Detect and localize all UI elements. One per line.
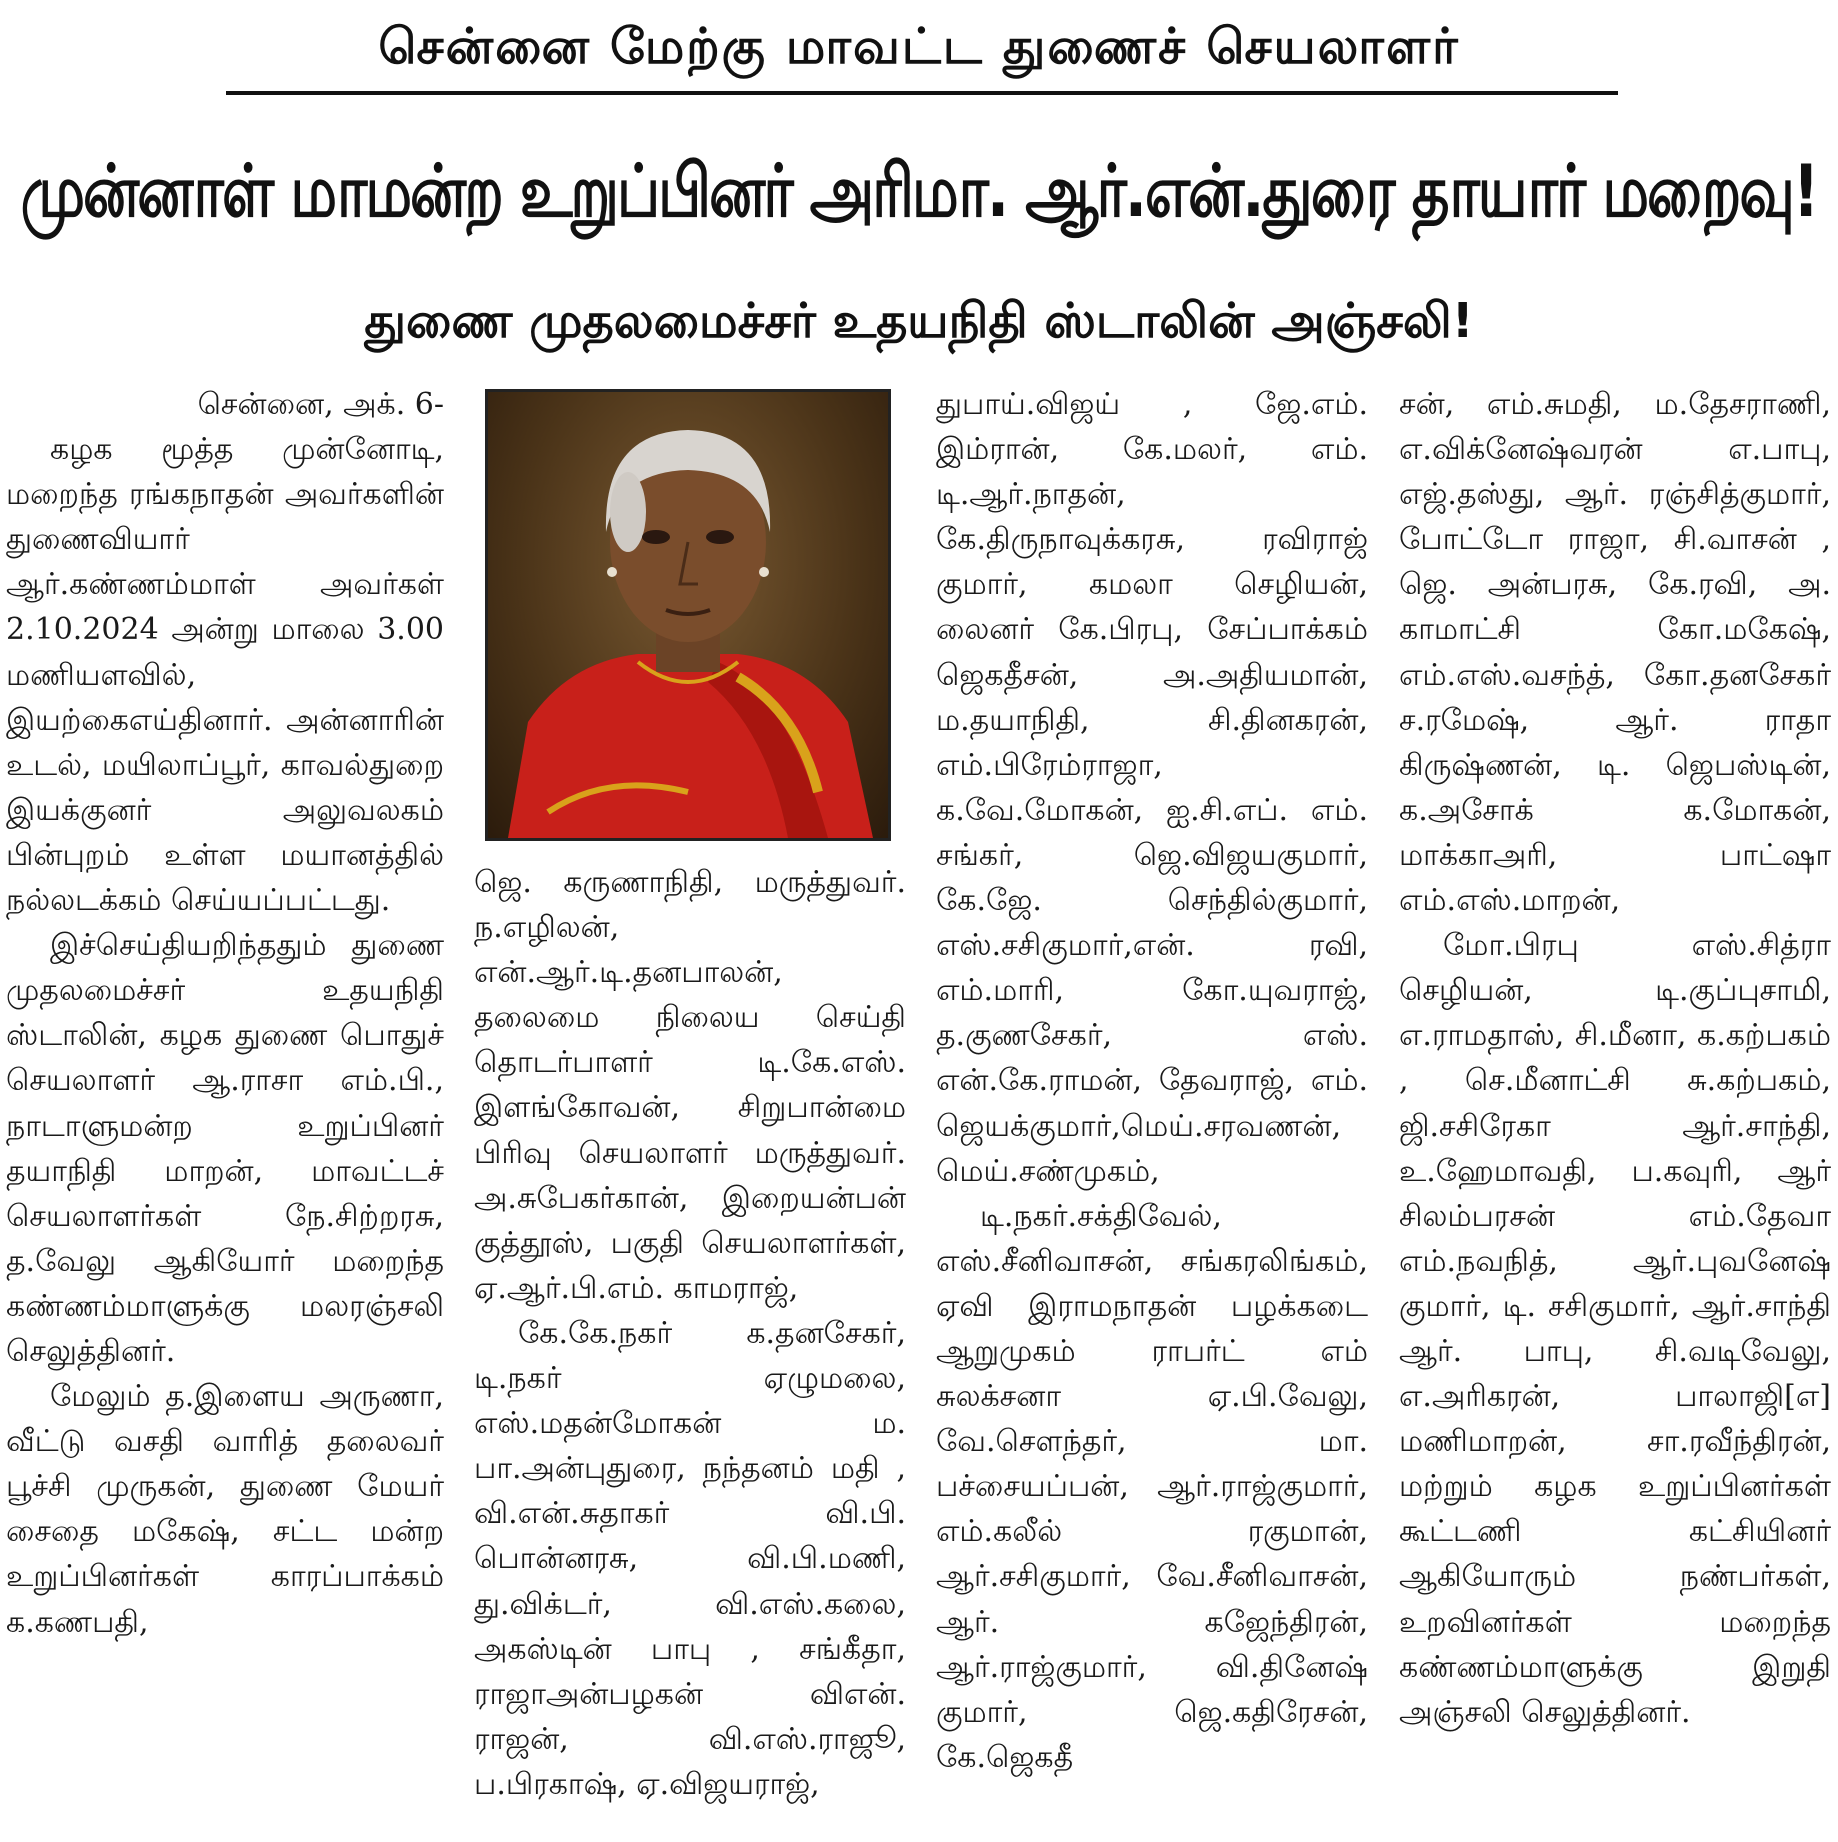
article-column-2 bbox=[474, 860, 906, 1807]
article-column-3 bbox=[936, 382, 1368, 1780]
dateline: சென்னை, அக். 6- bbox=[197, 387, 444, 422]
paragraph: இச்செய்தியறிந்ததும் துணை முதலமைச்சர் உதயநிதி ஸ்டாலின், கழக துணை பொதுச் செயலாளர் ஆ.ராசா எம்.பி., நாடாளுமன்ற உறுப்பினர் தயாநிதி மாறன், மாவட்டச் செயலாளர்கள் நே.சிற்றரசு, த.வேலு ஆகியோர் மறைந்த கண்ணம்மாளுக்கு மலரஞ்சலி செலுத்தினர். bbox=[6, 928, 444, 1369]
paragraph: கே.கே.நகர் க.தனசேகர், டி.நகர் ஏழுமலை, எஸ்.மதன்மோகன் ம. பா.அன்புதுரை, நந்தனம் மதி , வி.என்.சுதாகர் வி.பி. பொன்னரசு, வி.பி.மணி, து.விக்டர், வி.எஸ்.கலை, அகஸ்டின் பாபு , சங்கீதா, ராஜாஅன்பழகன் விஎன். ராஜன், வி.எஸ்.ராஜூ, ப.பிரகாஷ், ஏ.விஜயராஜ், bbox=[474, 1315, 906, 1802]
main-headline: முன்னாள் மாமன்ற உறுப்பினர் அரிமா. ஆர்.என்.துரை தாயார் மறைவு! bbox=[20, 148, 1818, 234]
paragraph: மோ.பிரபு எஸ்.சித்ரா செழியன், டி.குப்புசாமி, எ.ராமதாஸ், சி.மீனா, க.கற்பகம் , செ.மீனாட்சி சு.கற்பகம், ஜி.சசிரேகா ஆர்.சாந்தி, உ.ஹேமாவதி, ப.கவுரி, ஆர் சிலம்பரசன் எம்.தேவா எம்.நவநித், ஆர்.புவனேஷ் குமார், டி. சசிகுமார், ஆர்.சாந்தி ஆர். பாபு, சி.வடிவேலு, எ.அரிகரன், பாலாஜி[எ] மணிமாறன், சா.ரவீந்திரன், மற்றும் கழக உறுப்பினர்கள் கூட்டணி கட்சியினர் ஆகியோரும் நண்பர்கள், உறவினர்கள் மறைந்த கண்ணம்மாளுக்கு இறுதி அஞ்சலி செலுத்தினர். bbox=[1399, 928, 1831, 1730]
portrait-illustration bbox=[488, 392, 888, 838]
paragraph: ஜெ. கருணாநிதி, மருத்துவர். ந.எழிலன், என்.ஆர்.டி.தனபாலன், தலைமை நிலைய செய்தி தொடர்பாளர் டி.கே.எஸ். இளங்கோவன், சிறுபான்மை பிரிவு செயலாளர் மருத்துவர். அ.சுபேகர்கான், இறையன்பன் குத்தூஸ், பகுதி செயலாளர்கள், ஏ.ஆர்.பி.எம். காமராஜ், bbox=[474, 865, 906, 1306]
article-column-4 bbox=[1399, 382, 1831, 1735]
paragraph: துபாய்.விஜய் , ஜே.எம். இம்ரான், கே.மலர், எம். டி.ஆர்.நாதன், கே.திருநாவுக்கரசு, ரவிராஜ் குமார், கமலா செழியன், லைனர் கே.பிரபு, சேப்பாக்கம் ஜெகதீசன், அ.அதியமான், ம.தயாநிதி, சி.தினகரன், எம்.பிரேம்ராஜா, க.வே.மோகன், ஐ.சி.எப். எம். சங்கர், ஜெ.விஜயகுமார், கே.ஜே. செந்தில்குமார், எஸ்.சசிகுமார்,என். ரவி, எம்.மாரி, கோ.யுவராஜ், த.குணசேகர், எஸ். என்.கே.ராமன், தேவராஜ், எம். ஜெயக்குமார்,மெய்.சரவணன், மெய்.சண்முகம், bbox=[936, 387, 1368, 1189]
paragraph: டி.நகர்.சக்திவேல், எஸ்.சீனிவாசன், சங்கரலிங்கம், ஏவி இராமநாதன் பழக்கடை ஆறுமுகம் ராபர்ட் எம் சுலக்சனா ஏ.பி.வேலு, வே.சௌந்தர், மா. பச்சையப்பன், ஆர்.ராஜ்குமார், எம்.கலீல் ரகுமான், ஆர்.சசிகுமார், வே.சீனிவாசன், ஆர். கஜேந்திரன், ஆர்.ராஜ்குமார், வி.தினேஷ் குமார், ஜெ.கதிரேசன், கே.ஜெகதீ bbox=[936, 1198, 1368, 1775]
kicker-heading: சென்னை மேற்கு மாவட்ட துணைச் செயலாளர் bbox=[378, 18, 1460, 75]
paragraph: கழக மூத்த முன்னோடி, மறைந்த ரங்கநாதன் அவர்களின் துணைவியார் ஆர்.கண்ணம்மாள் அவர்கள் 2.10.2024 அன்று மாலை 3.00 மணியளவில், இயற்கைஎய்தினார். அன்னாரின் உடல், மயிலாப்பூர், காவல்துறை இயக்குனர் அலுவலகம் பின்புறம் உள்ள மயானத்தில் நல்லடக்கம் செய்யப்பட்டது. bbox=[6, 432, 444, 919]
paragraph: மேலும் த.இளைய அருணா, வீட்டு வசதி வாரித் தலைவர் பூச்சி முருகன், துணை மேயர் சைதை மகேஷ், சட்ட மன்ற உறுப்பினர்கள் காரப்பாக்கம் க.கணபதி, bbox=[6, 1379, 444, 1640]
paragraph: சன், எம்.சுமதி, ம.தேசராணி, எ.விக்னேஷ்வரன் எ.பாபு, எஜ்.தஸ்து, ஆர். ரஞ்சித்குமார், போட்டோ ராஜா, சி.வாசன் , ஜெ. அன்பரசு, கே.ரவி, அ. காமாட்சி கோ.மகேஷ், எம்.எஸ்.வசந்த், கோ.தனசேகர் ச.ரமேஷ், ஆர். ராதா கிருஷ்ணன், டி. ஜெபஸ்டின், க.அசோக் க.மோகன், மாக்காஅரி, பாட்ஷா எம்.எஸ்.மாறன், bbox=[1399, 387, 1831, 919]
kicker-underline bbox=[226, 91, 1618, 95]
portrait-photo bbox=[485, 389, 891, 841]
sub-headline: துணை முதலமைச்சர் உதயநிதி ஸ்டாலின் அஞ்சலி! bbox=[364, 293, 1474, 349]
article-column-1 bbox=[6, 382, 444, 1645]
